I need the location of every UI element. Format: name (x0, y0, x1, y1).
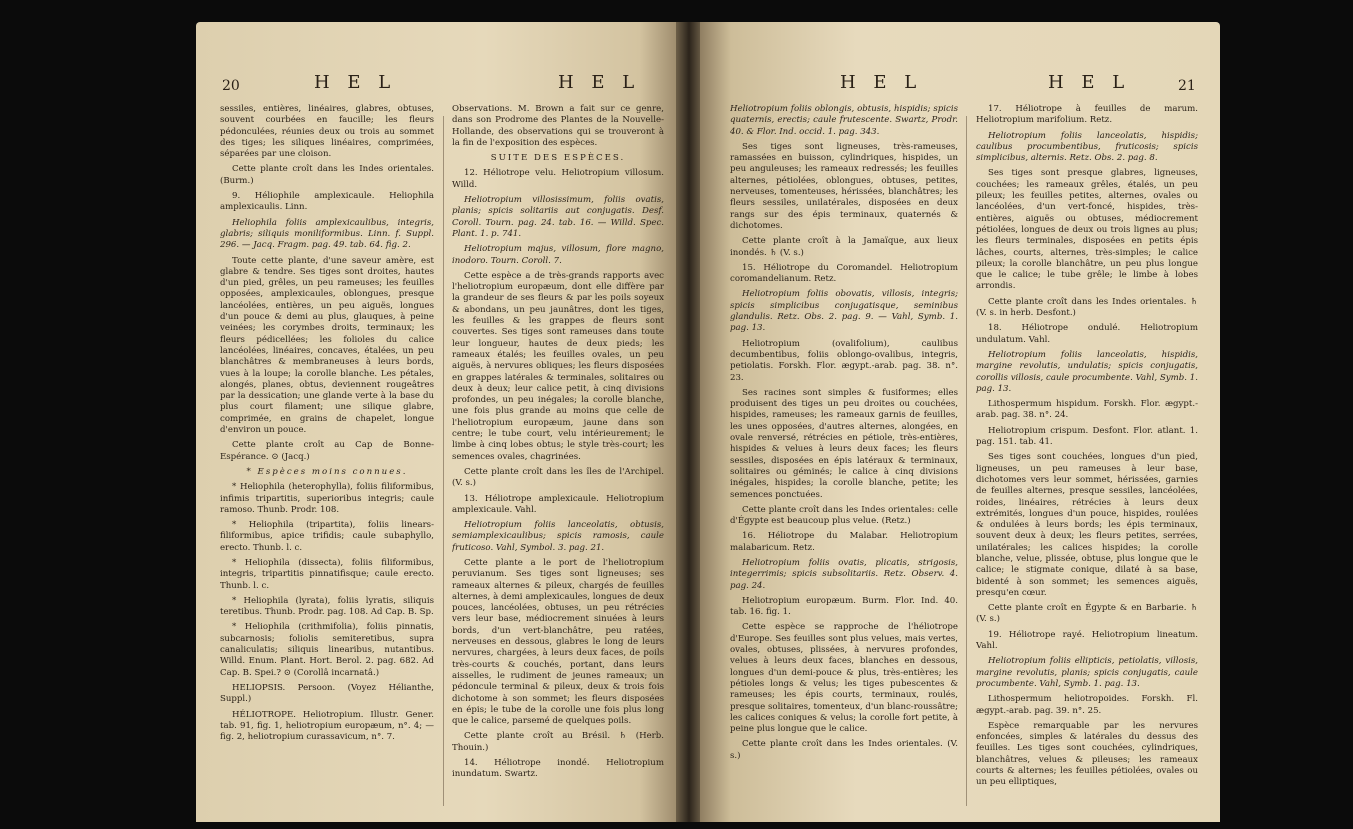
paragraph: Ses racines sont simples & fusiformes; elles produisent des tiges un peu droites ou couchées, hispides, rameuses; les rameaux garnis de feuilles, les unes opposées, d'autres alternes, alongées, en ovale renversé, rétrécies en pétiole, très-entières, hispides & velues à leurs deux faces; les fleurs sessiles, disposées en épis latéraux & terminaux, solitaires ou géminés; le calice à cinq divisions inégales, hispides; la corolle blanche, petite; les semences ponctuées. (730, 387, 958, 500)
paragraph: Cette plante croît dans les Indes orientales. ♄ (V. s. in herb. Desfont.) (976, 296, 1198, 319)
right-column-2 (976, 104, 1198, 804)
paragraph: Heliotropium foliis ovatis, plicatis, strigosis, integerrimis; spicis subsolitariis. Retz. Observ. 4. pag. 24. (730, 557, 958, 591)
paragraph: Heliotropium europæum. Burm. Flor. Ind. 40. tab. 16. fig. 1. (730, 595, 958, 618)
column-rule (443, 116, 444, 806)
paragraph: 12. Héliotrope velu. Heliotropium villosum. Willd. (452, 168, 664, 190)
paragraph: Cette plante croît à la Jamaïque, aux lieux inondés. ♄ (V. s.) (730, 236, 958, 258)
paragraph: 16. Héliotrope du Malabar. Heliotropium malabaricum. Retz. (730, 531, 958, 553)
section-heading: SUITE DES ESPÈCES. (490, 153, 626, 164)
book-gutter (676, 22, 702, 822)
paragraph: * Heliophila (crithmifolia), foliis pinnatis, subcarnosis; foliolis semiteretibus, supra canaliculatis; siliquis linearibus, nutantibus. Willd. Enum. Plant. Hort. Berol. 2. pag. 682. Ad Cap. B. Spei.? ⊙ (Corollâ incarnatâ.) (220, 622, 434, 678)
paragraph: Cette espèce a de très-grands rapports avec l'heliotropium europæum, dont elle diffère par la grandeur de ses fleurs & par les poils soyeux & abondans, un peu jaunâtres, dont les tiges, les feuilles & les grappes de fleurs sont couvertes. Ses tiges sont rameuses dans toute leur longueur, hautes de deux pieds; les rameaux étalés; les feuilles ovales, un peu aiguës, à nervures obliques; les fleurs disposées en grappes latérales & terminales, solitaires ou deux à deux; leur calice petit, à cinq divisions profondes, un peu inégales; la corolle blanche, une fois plus grande au moins que celle de l'heliotropium europæum, jaune dans son centre; le tube court, velu intérieurement; le limbe à cinq lobes obtus; le style très-court; les semences ovales, chagrinées. (452, 270, 664, 462)
paragraph: Heliotropium foliis ellipticis, petiolatis, villosis, margine revolutis, planis; spicis conjugatis, caule procumbente. Vahl, Symb. 1. pag. 13. (976, 656, 1198, 689)
paragraph: * Heliophila (dissecta), foliis filiformibus, integris, tripartitis pinnatifisque; caule erecto. Thunb. l. c. (220, 557, 434, 591)
paragraph: * Heliophila (lyrata), foliis lyratis, siliquis teretibus. Thunb. Prodr. pag. 108. Ad Cap. B. Sp. (220, 595, 434, 618)
paragraph: Heliotropium foliis oblongis, obtusis, hispidis; spicis quaternis, erectis; caule frutescente. Swartz, Prodr. 40. & Flor. Ind. occid. 1. pag. 343. (730, 104, 958, 137)
paragraph: Observations. M. Brown a fait sur ce genre, dans son Prodrome des Plantes de la Nouvelle-Hollande, des observations qui se trouveront à la fin de l'exposition des espèces. (452, 104, 664, 148)
paragraph: Heliotropium foliis lanceolatis, obtusis, semiamplexicaulibus; spicis ramosis, caule fruticoso. Vahl, Symbol. 3. pag. 21. (452, 520, 664, 553)
paragraph: Ses tiges sont ligneuses, très-rameuses, ramassées en buisson, cylindriques, hispides, un peu anguleuses; les rameaux redressés; les feuilles alternes, pétiolées, oblongues, obtuses, petites, nerveuses, tomenteuses, hérissées, blanchâtres; les fleurs sessiles, unilatérales, disposées en deux rangs sur des épis terminaux, quaternés & dichotomes. (730, 141, 958, 231)
section-heading: * Espèces moins connues. (246, 466, 408, 477)
paragraph: Cette plante croît au Brésil. ♄ (Herb. Thouin.) (452, 731, 664, 753)
paragraph: 15. Héliotrope du Coromandel. Heliotropium coromandelianum. Retz. (730, 262, 958, 285)
paragraph: Heliotropium villosissimum, foliis ovatis, planis; spicis solitariis aut conjugatis. Desf. Coroll. Tourn. pag. 24. tab. 16. — Willd. Spec. Plant. 1. p. 741. (452, 195, 664, 239)
right-page-number: 21 (1178, 78, 1196, 94)
left-column-2 (452, 104, 664, 804)
paragraph: 9. Héliophile amplexicaule. Heliophila amplexicaulis. Linn. (220, 191, 434, 213)
left-column-1 (220, 104, 434, 804)
left-page-number: 20 (222, 78, 240, 94)
paragraph: Lithospermum hispidum. Forskh. Flor. ægypt.-arab. pag. 38. n°. 24. (976, 399, 1198, 421)
right-column-1 (730, 104, 958, 804)
paragraph: Cette plante croît au Cap de Bonne-Espérance. ⊙ (Jacq.) (220, 440, 434, 462)
paragraph: Cette plante croît en Égypte & en Barbarie. ♄ (V. s.) (976, 603, 1198, 625)
paragraph: Heliotropium foliis lanceolatis, hispidis, margine revolutis, undulatis; spicis conjugatis, corollis villosis, caule procumbente. Vahl, Symb. 1. pag. 13. (976, 349, 1198, 394)
left-header-right: H E L (558, 72, 641, 93)
paragraph: 14. Héliotrope inondé. Heliotropium inundatum. Swartz. (452, 758, 664, 780)
paragraph: Cette plante croît dans les Indes orientales. (V. s.) (730, 739, 958, 761)
paragraph: HELIOPSIS. Persoon. (Voyez Hélianthe, Suppl.) (220, 682, 434, 705)
paragraph: * Heliophila (heterophylla), foliis filiformibus, infimis tripartitis, superioribus integris; caule ramoso. Thunb. Prodr. 108. (220, 482, 434, 515)
paragraph: 13. Héliotrope amplexicaule. Heliotropium amplexicaule. Vahl. (452, 493, 664, 515)
right-header-right: H E L (1048, 72, 1131, 93)
paragraph: Cette espèce se rapproche de l'héliotrope d'Europe. Ses feuilles sont plus velues, mais vertes, ovales, obtuses, plissées, à nervures profondes, velues à leurs deux faces, blanches en dessous, longues d'un demi-pouce & plus, très-entières; les pétioles longs & velus; les tiges pubescentes & rameuses; les épis courts, terminaux, roulés, presque solitaires, tomenteux, d'un blanc-roussâtre; les calices coniques & velus; la corolle fort petite, à peine plus longue que le calice. (730, 622, 958, 735)
paragraph: 18. Héliotrope ondulé. Heliotropium undulatum. Vahl. (976, 323, 1198, 345)
paragraph: 17. Héliotrope à feuilles de marum. Heliotropium marifolium. Retz. (976, 104, 1198, 126)
paragraph: Heliotropium foliis obovatis, villosis, integris; spicis simplicibus conjugatisque, seminibus glandulis. Retz. Obs. 2. pag. 9. — Vahl, Symb. 1. pag. 13. (730, 289, 958, 334)
paragraph: Heliotropium crispum. Desfont. Flor. atlant. 1. pag. 151. tab. 41. (976, 425, 1198, 448)
right-page (700, 22, 1220, 822)
paragraph: 19. Héliotrope rayé. Heliotropium lineatum. Vahl. (976, 629, 1198, 652)
paragraph: sessiles, entières, linéaires, glabres, obtuses, souvent courbées en faucille; les fleurs pédonculées, réunies deux ou trois au sommet des tiges; les siliques linéaires, comprimées, séparées par une cloison. (220, 104, 434, 160)
left-page (196, 22, 678, 822)
paragraph: Cette plante a le port de l'heliotropium peruvianum. Ses tiges sont ligneuses; ses rameaux alternes & pileux, chargés de feuilles alternes, à demi amplexicaules, longues de deux pouces, lancéolées, obtuses, un peu rétrécies vers leur base, médiocrement sinuées à leurs bords, d'un vert-blanchâtre, peu ratées, nerveuses en dessous, glabres le long de leurs nervures, chargées, à leurs deux faces, de poils très-courts & couchés, portant, dans leurs aisselles, le rudiment de jeunes rameaux; un pédoncule terminal & pileux, deux & trois fois dichotome à son sommet; les fleurs disposées en épis; le tube de la corolle une fois plus long que le calice, parsemé de quelques poils. (452, 557, 664, 727)
column-rule (966, 116, 967, 806)
paragraph: Heliotropium foliis lanceolatis, hispidis; caulibus procumbentibus, fruticosis; spicis simplicibus, alternis. Retz. Obs. 2. pag. 8. (976, 130, 1198, 164)
paragraph: Heliotropium majus, villosum, flore magno, inodoro. Tourn. Coroll. 7. (452, 244, 664, 266)
paragraph: Ses tiges sont presque glabres, ligneuses, couchées; les rameaux grêles, étalés, un peu pileux; les feuilles petites, alternes, ovales ou lancéolées, d'un vert-foncé, hispides, très-entières, aiguës ou obtuses, médiocrement pétiolées, longues de deux ou trois lignes au plus; les fleurs terminales, disposées en petits épis lâches, courts, alternes, très-simples; le calice pileux; la corolle blanchâtre, un peu plus longue que le calice; le tube grêle; le limbe à lobes arrondis. (976, 168, 1198, 292)
paragraph: * Heliophila (tripartita), foliis linears-filiformibus, apice trifidis; caule subaphyllo, erecto. Thunb. l. c. (220, 520, 434, 553)
right-header-left: H E L (840, 72, 923, 93)
paragraph: HÉLIOTROPE. Heliotropium. Illustr. Gener. tab. 91, fig. 1, heliotropium europæum, n°. 4; — fig. 2, heliotropium curassavicum, n°. 7. (220, 709, 434, 743)
paragraph: Toute cette plante, d'une saveur amère, est glabre & tendre. Ses tiges sont droites, hautes d'un pied, grêles, un peu rameuses; les feuilles opposées, amplexicaules, oblongues, presque lancéolées, entières, un peu aiguës, longues d'un pouce & demi au plus, glauques, à peine veinées; les corymbes droits, terminaux; les fleurs pédicellées; les folioles du calice lancéolées, linéaires, concaves, étalées, un peu blanchâtres & membraneuses à leurs bords, vues à la loupe; la corolle blanche. Les pétales, alongés, planes, obtus, deviennent rougeâtres par la dessication; une glande verte à la base du plus court filament; une silique glabre, comprimée, en grains de chapelet, longue d'environ un pouce. (220, 255, 434, 436)
paragraph: Espèce remarquable par les nervures enfoncées, simples & latérales du dessus des feuilles. Les tiges sont couchées, cylindriques, blanchâtres, velues & pileuses; les rameaux courts & alternes; les feuilles pétiolées, ovales ou un peu elliptiques, (976, 720, 1198, 788)
paragraph: Cette plante croît dans les Indes orientales: celle d'Égypte est beaucoup plus velue. (Retz.) (730, 504, 958, 527)
paragraph: Ses tiges sont couchées, longues d'un pied, ligneuses, un peu rameuses à leur base, dichotomes vers leur sommet, hérissées, garnies de feuilles alternes, presque sessiles, lancéolées, roides, linéaires, rétrécies à leurs deux extrémités, longues d'un pouce, hispides, roulées & ondulées à leurs bords; les épis terminaux, souvent deux à deux; les fleurs petites, serrées, unilatérales; les calices hispides; la corolle blanche, velue, plissée, obtuse, plus longue que le calice; le stigmate conique, dilaté à sa base, bidenté à son sommet; les semences aiguës, presqu'en cœur. (976, 452, 1198, 598)
paragraph: Heliophila foliis amplexicaulibus, integris, glabris; siliquis moniliformibus. Linn. f. Suppl. 296. — Jacq. Fragm. pag. 49. tab. 64. fig. 2. (220, 217, 434, 251)
paragraph: Lithospermum heliotropoides. Forskh. Fl. ægypt.-arab. pag. 39. n°. 25. (976, 694, 1198, 716)
left-header-left: H E L (314, 72, 397, 93)
paragraph: Cette plante croît dans les îles de l'Archipel. (V. s.) (452, 466, 664, 489)
paragraph: Heliotropium (ovalifolium), caulibus decumbentibus, foliis oblongo-ovalibus, integris, petiolatis. Forskh. Flor. ægypt.-arab. pag. 38. n°. 23. (730, 338, 958, 383)
paragraph: Cette plante croît dans les Indes orientales. (Burm.) (220, 164, 434, 186)
